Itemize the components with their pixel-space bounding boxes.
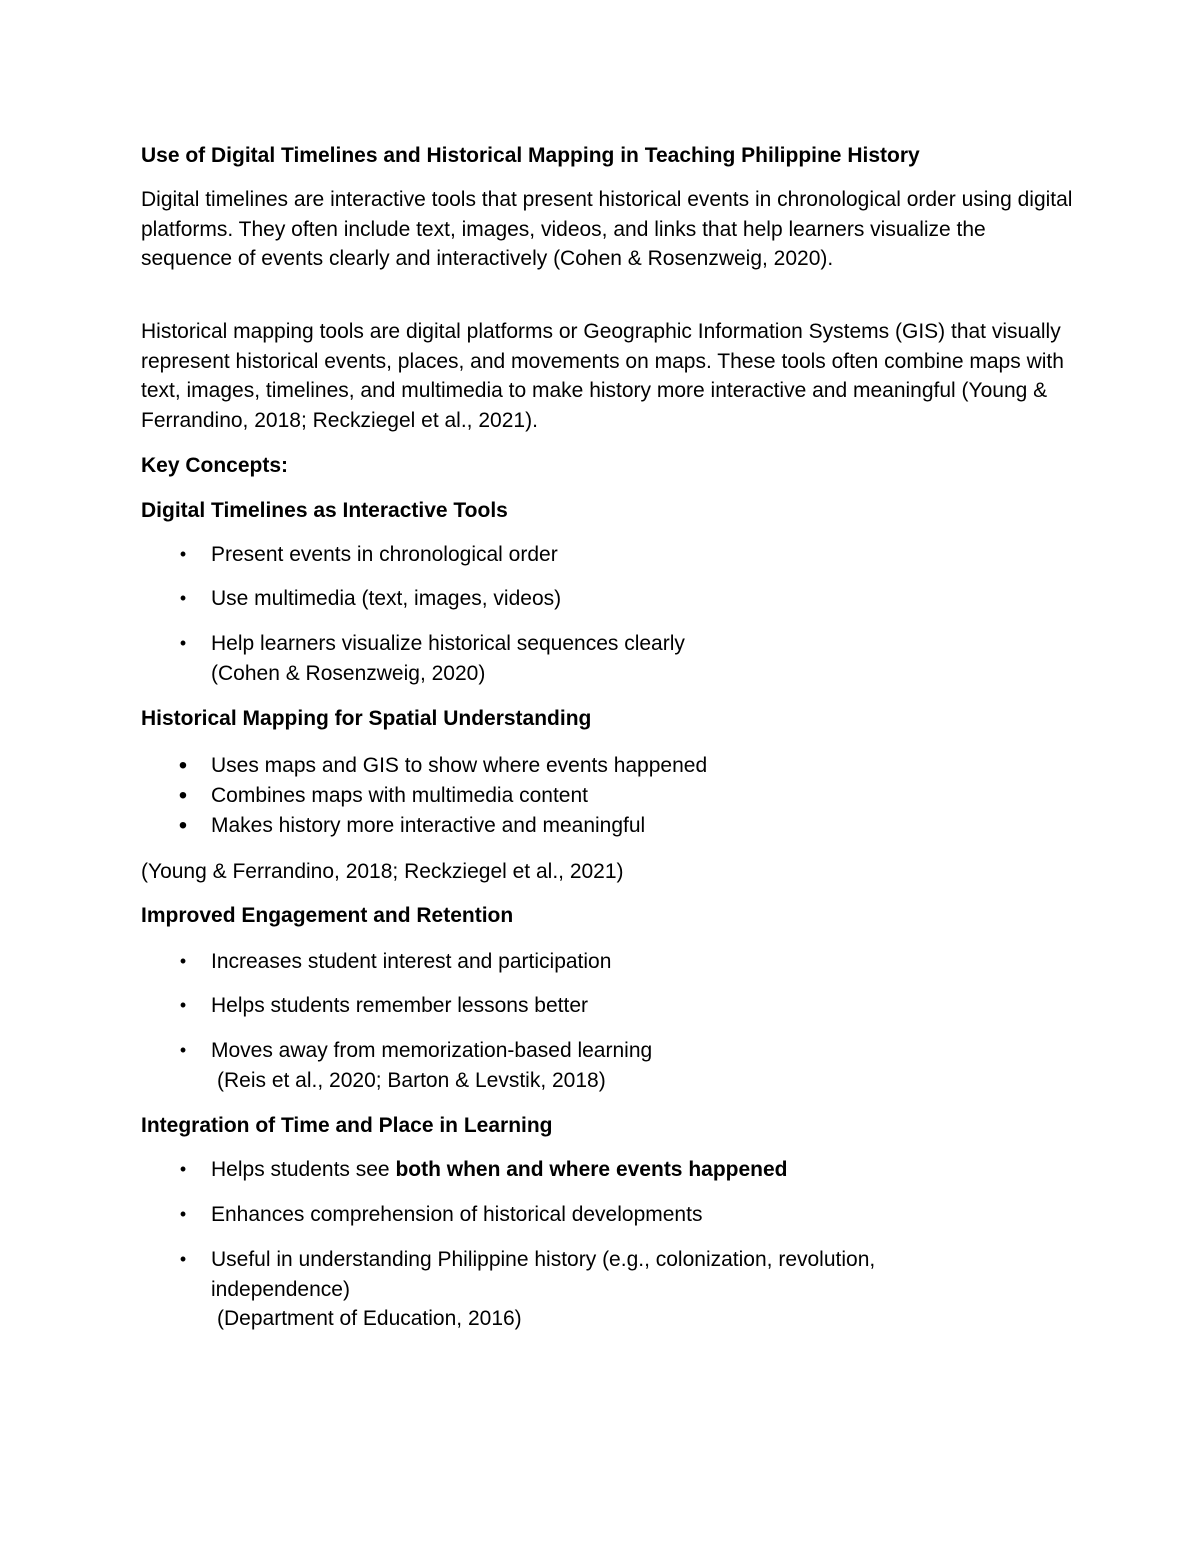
list-item: • Uses maps and GIS to show where events happened bbox=[211, 751, 1081, 781]
key-concepts-heading: Key Concepts: bbox=[141, 454, 289, 477]
list-item: • Use multimedia (text, images, videos) bbox=[211, 584, 1081, 614]
list-item: • Moves away from memorization-based learning (Reis et al., 2020; Barton & Levstik, 2018) bbox=[211, 1036, 1081, 1095]
list-item: • Help learners visualize historical sequences clearly (Cohen & Rosenzweig, 2020) bbox=[211, 629, 1081, 688]
list-item: • Helps students remember lessons better bbox=[211, 991, 1081, 1021]
list-item: • Increases student interest and participation bbox=[211, 947, 1081, 977]
bullet-icon: • bbox=[179, 588, 187, 608]
bullet-icon: • bbox=[178, 782, 188, 809]
section-heading-historical-mapping: Historical Mapping for Spatial Understanding bbox=[141, 707, 592, 730]
section-heading-engagement: Improved Engagement and Retention bbox=[141, 904, 514, 927]
bullet-icon: • bbox=[179, 951, 187, 971]
bullet-icon: • bbox=[179, 1204, 187, 1224]
item-citation: (Department of Education, 2016) bbox=[217, 1307, 522, 1330]
emphasis-text: both when and where events happened bbox=[395, 1158, 788, 1181]
list-item: • Helps students see both when and where events happened bbox=[211, 1155, 1081, 1185]
list-item: • Present events in chronological order bbox=[211, 540, 1081, 570]
bullet-icon: • bbox=[179, 633, 187, 653]
item-citation: (Cohen & Rosenzweig, 2020) bbox=[211, 661, 486, 685]
item-citation: (Reis et al., 2020; Barton & Levstik, 2018) bbox=[217, 1068, 606, 1092]
bullet-icon: • bbox=[178, 812, 188, 839]
bullet-icon: • bbox=[179, 1159, 187, 1179]
list-item: • Useful in understanding Philippine history (e.g., colonization, revolution, independence) (Department of Education, 2016) bbox=[211, 1245, 1081, 1334]
list-item: • Makes history more interactive and meaningful bbox=[211, 811, 1081, 841]
section-heading-integration: Integration of Time and Place in Learning bbox=[141, 1114, 553, 1137]
section-heading-digital-timelines: Digital Timelines as Interactive Tools bbox=[141, 499, 508, 522]
bullet-icon: • bbox=[179, 995, 187, 1015]
bullet-icon: • bbox=[179, 544, 187, 564]
list-item: • Combines maps with multimedia content bbox=[211, 781, 1081, 811]
intro-paragraph-timelines: Digital timelines are interactive tools that present historical events in chronological order using digital platforms. They often include text, images, videos, and links that help learners visualize the sequence of events clearly and interactively (Cohen & Rosenzweig, 2020). bbox=[141, 188, 1073, 270]
bullet-icon: • bbox=[179, 1040, 187, 1060]
list-item: • Enhances comprehension of historical developments bbox=[211, 1200, 1081, 1230]
page-title: Use of Digital Timelines and Historical Mapping in Teaching Philippine History bbox=[141, 144, 920, 167]
bullet-icon: • bbox=[178, 752, 188, 779]
intro-paragraph-mapping: Historical mapping tools are digital platforms or Geographic Information Systems (GIS) that visually represent historical events, places, and movements on maps. These tools often combine maps with text, images, timelines, and multimedia to make history more interactive and meaningful (Young & Ferrandino, 2018; Reckziegel et al., 2021). bbox=[141, 320, 1064, 432]
bullet-icon: • bbox=[179, 1249, 187, 1269]
section-citation: (Young & Ferrandino, 2018; Reckziegel et al., 2021) bbox=[141, 860, 624, 883]
